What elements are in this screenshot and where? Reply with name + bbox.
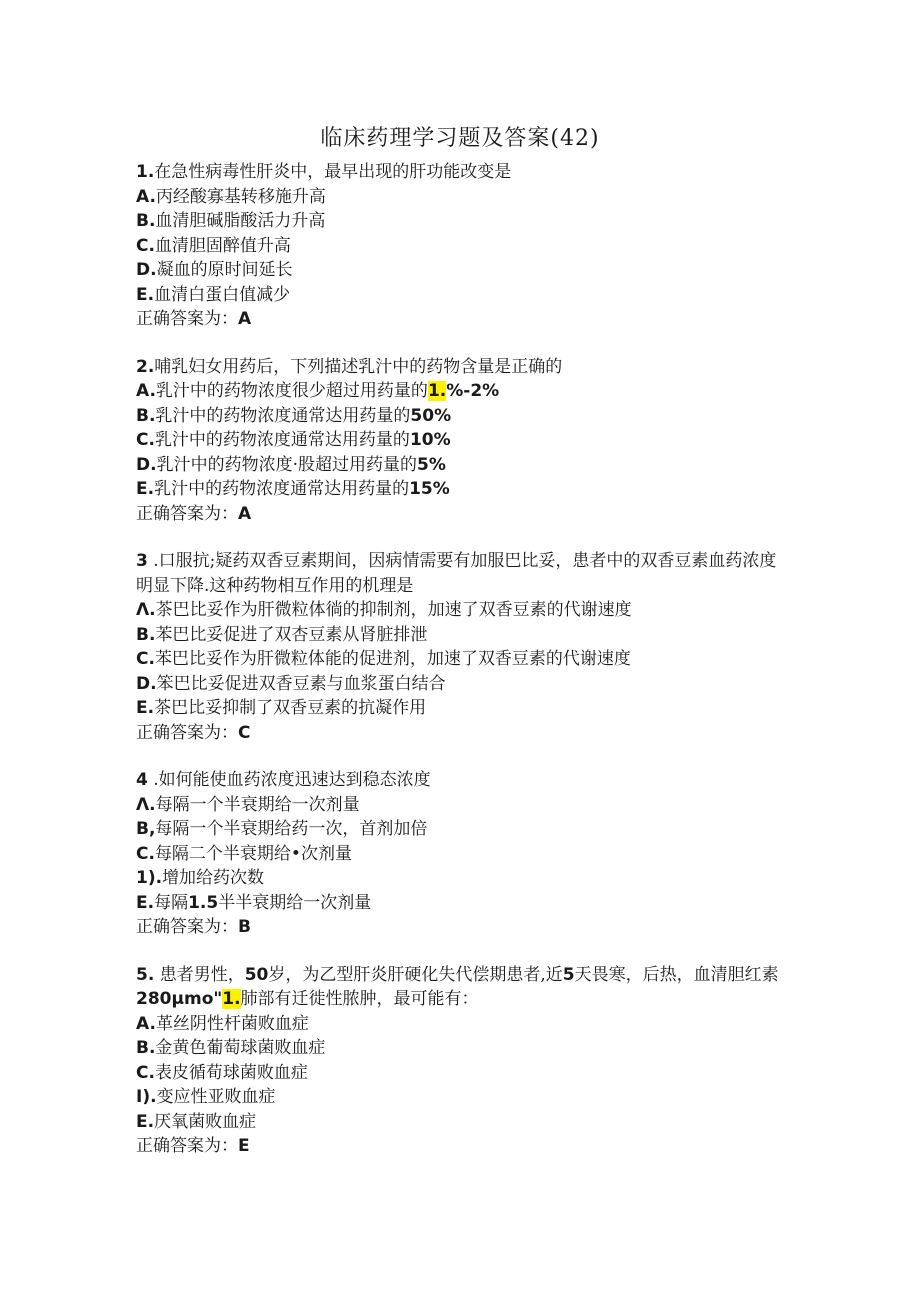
option-e [136, 283, 786, 308]
option-letter: A. [136, 186, 156, 207]
question-1 [136, 160, 786, 332]
option-value: 1.5 [188, 892, 219, 913]
option-value: 10% [409, 430, 451, 450]
option-d [136, 672, 786, 697]
option-d [136, 1085, 786, 1110]
option-d [136, 453, 786, 478]
answer-line [136, 502, 786, 527]
question-number: 5. [136, 964, 155, 985]
question-text: 患者男性， [154, 964, 245, 985]
answer-value: E [238, 1136, 250, 1156]
answer-prefix: 正确答案为： [136, 1136, 238, 1156]
option-a [136, 598, 786, 623]
option-b [136, 1036, 786, 1061]
option-text: 金黄色葡萄球菌败血症 [155, 1038, 326, 1058]
option-b [136, 209, 786, 234]
option-b [136, 817, 786, 842]
option-letter: I). [136, 1087, 157, 1107]
question-text: .口服抗;疑药双香豆素期间，因病情需要有加服巴比妥，患者中的双香豆素血药浓度明显下降.这种药物相互作用的机理是 [136, 551, 777, 596]
option-text: 血清白蛋白值减少 [154, 284, 291, 305]
question-text: .如何能使血药浓度迅速达到稳态浓度 [147, 770, 431, 790]
question-stem [136, 549, 786, 598]
question-text: 天畏寒，后热，血清胆红素 [574, 964, 779, 985]
question-number: 4 [136, 770, 148, 790]
option-letter: E. [136, 479, 155, 499]
answer-value: A [238, 309, 252, 329]
option-letter: A. [136, 1013, 156, 1034]
option-text: 苯巴比妥作为肝微粒体能的促进剂，加速了双香豆素的代谢速度 [154, 649, 631, 669]
question-number: 2. [136, 356, 155, 377]
option-e [136, 696, 786, 721]
option-text: 乳汁中的药物浓度通常达用药量的 [154, 479, 410, 499]
option-e [136, 477, 786, 502]
option-value: %-2% [446, 381, 500, 401]
option-b [136, 404, 786, 429]
highlighted-text: 1. [427, 381, 447, 401]
option-c [136, 842, 786, 867]
question-5 [136, 963, 786, 1159]
option-text: 乳汁中的药物浓度·股超过用药量的 [156, 454, 417, 475]
option-letter: B. [136, 211, 156, 231]
option-letter: C. [136, 430, 155, 450]
option-value: 15% [409, 479, 450, 499]
option-value: 5% [416, 454, 446, 475]
answer-prefix: 正确答案为： [136, 722, 238, 743]
answer-line [136, 1134, 786, 1159]
answer-line [136, 721, 786, 746]
question-value: 280μmo" [136, 989, 223, 1009]
option-c [136, 647, 786, 672]
option-letter: B. [136, 405, 156, 426]
option-a [136, 379, 786, 404]
option-letter: E. [136, 698, 155, 718]
option-text: 凝血的原时间延长 [156, 260, 293, 280]
answer-prefix: 正确答案为： [136, 917, 238, 937]
option-letter: C. [136, 1062, 155, 1083]
answer-value: C [238, 722, 251, 743]
option-c [136, 1061, 786, 1086]
option-text: 乳汁中的药物浓度通常达用药量的 [154, 430, 410, 450]
option-text: 革丝阴性杆菌败血症 [155, 1013, 309, 1034]
option-text: 每隔一个半衰期给药一次，首剂加倍 [155, 819, 428, 839]
question-text: 哺乳妇女用药后，下列描述乳汁中的药物含量是正确的 [154, 356, 563, 377]
option-a [136, 185, 786, 210]
option-text: 半半衰期给一次剂量 [218, 892, 372, 913]
option-c [136, 234, 786, 259]
question-stem [136, 160, 786, 185]
question-list [136, 160, 786, 1182]
option-text: 乳汁中的药物浓度很少超过用药量的 [155, 381, 428, 401]
option-letter: B. [136, 1038, 156, 1058]
option-text: 乳汁中的药物浓度通常达用药量的 [155, 405, 411, 426]
answer-prefix: 正确答案为： [136, 503, 238, 524]
question-number: 1. [136, 162, 155, 182]
option-value: 50% [410, 405, 452, 426]
option-e [136, 1110, 786, 1135]
option-letter: E. [136, 1111, 155, 1132]
option-letter: B. [136, 624, 156, 645]
option-a [136, 1012, 786, 1037]
option-text: 变应性亚败血症 [156, 1087, 276, 1107]
question-3 [136, 549, 786, 745]
option-letter: C. [136, 843, 155, 864]
question-value: 5 [562, 964, 575, 985]
option-text: 苯巴比妥促进了双杏豆素从肾脏排泄 [155, 624, 428, 645]
question-text: 肺部有迁徙性脓肿，最可能有： [240, 989, 479, 1009]
question-text: 在急性病毒性肝炎中，最早出现的肝功能改变是 [154, 162, 512, 182]
option-text: 每隔二个半衰期给•次剂量 [154, 843, 352, 864]
option-d [136, 866, 786, 891]
option-a [136, 793, 786, 818]
option-letter: A. [136, 381, 156, 401]
answer-value: B [238, 917, 251, 937]
option-text: 增加给药次数 [162, 868, 265, 888]
answer-prefix: 正确答案为： [136, 309, 238, 329]
option-text: 每隔 [154, 892, 189, 913]
option-text: 表皮循荀球菌败血症 [154, 1062, 308, 1083]
question-stem [136, 768, 786, 793]
option-text: 笨巴比妥促进双香豆素与血浆蛋白结合 [156, 673, 446, 694]
question-4 [136, 768, 786, 940]
option-letter: C. [136, 649, 155, 669]
option-letter: Λ. [136, 600, 156, 620]
question-text: 岁，为乙型肝炎肝硬化失代偿期患者,近 [268, 964, 563, 985]
option-letter: B, [136, 819, 156, 839]
option-text: 茶巴比妥作为肝微粒体徜的抑制剂，加速了双香豆素的代谢速度 [155, 600, 632, 620]
option-text: 厌氧菌败血症 [154, 1111, 257, 1132]
question-stem [136, 355, 786, 380]
question-number: 3 [136, 551, 148, 571]
question-2 [136, 355, 786, 527]
option-text: 血清胆固醉值升高 [154, 235, 291, 256]
answer-line [136, 915, 786, 940]
option-text: 每隔一个半衰期给一次剂量 [155, 794, 360, 815]
option-c [136, 428, 786, 453]
option-letter: Λ. [136, 794, 156, 815]
answer-line [136, 307, 786, 332]
question-stem [136, 963, 786, 1012]
option-text: 血清胆碱脂酸活力升高 [155, 211, 326, 231]
option-e [136, 891, 786, 916]
page-title: 临床药理学习题及答案(42) [320, 126, 600, 151]
option-text: 茶巴比妥抑制了双香豆素的抗凝作用 [154, 698, 427, 718]
option-b [136, 623, 786, 648]
highlighted-text: 1. [222, 989, 241, 1009]
option-letter: E. [136, 892, 155, 913]
question-value: 50 [244, 964, 269, 985]
option-letter: E. [136, 284, 155, 305]
answer-value: A [238, 503, 252, 524]
option-letter: D. [136, 673, 157, 694]
option-letter: D. [136, 454, 157, 475]
option-letter: 1). [136, 868, 163, 888]
option-d [136, 258, 786, 283]
option-text: 丙经酸寡基转移施升高 [155, 186, 326, 207]
option-letter: D. [136, 260, 157, 280]
option-letter: C. [136, 235, 155, 256]
